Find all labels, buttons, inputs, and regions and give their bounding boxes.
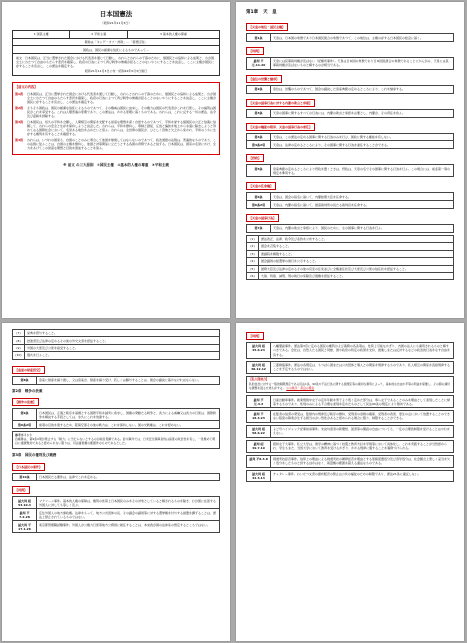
case-label: 最判 平8.3.8 [247, 455, 271, 467]
article-text: 天皇は、国会の指名に基いて、内閣総理大臣を任命する。 [271, 193, 454, 201]
act-num: (8) [13, 337, 25, 344]
case-text: 三菱樹脂事件。憲法の各規定は、もつぱら国または公共団体と個人との関係を規律するものであり、私人相互の関係を直接規律することを予定するものではない。 [271, 361, 454, 373]
section-header: 【天皇の国事行為に対する内閣の助言と承認】 [246, 99, 315, 107]
article-text: 皇室に財産を譲り渡し、又は皇室が、財産を譲り受け、若しくは賜与することは、国会の議決に基かなければならない。 [37, 376, 220, 384]
act-text: 国会を召集すること。 [259, 243, 454, 250]
act-num: (5) [247, 265, 259, 272]
section-block [246, 211, 454, 280]
case-text: 東京都管理職試験事件。外国人が公権力行使等地方公務員に就任することは、本来我が国の法体系の想定するところではない。 [37, 521, 220, 533]
note-label: 参考ポイント [15, 433, 33, 438]
section-block [246, 96, 454, 118]
case-text: よど号ハイジャック記事抹消事件。未決勾留者の新聞紙、図書等の閲読の自由についても、一定の合理的制限を受けることはやむをえない。 [271, 425, 454, 437]
principle-cell: 2 平和主義 [70, 30, 127, 38]
section-header: 【摂政】 [246, 154, 264, 162]
principle-note: 敬称は「キング・オブ・詐欺」…「善悪区別」 [13, 38, 220, 46]
section-header: 【判例】 [12, 486, 30, 494]
article-label: 第6条2項 [247, 201, 271, 209]
document-title: 日本国憲法 [99, 10, 133, 18]
principles-table [12, 30, 220, 54]
case-text: チャタレー事件。わいせつ文書の頒布販売の禁止は公共の福祉のための制限であり、憲法21条に違反しない。 [271, 470, 454, 482]
chapter-title: 天 皇 [263, 10, 277, 15]
chapter-heading [246, 10, 454, 16]
principle-cell: 3 基本的人権の尊重 [127, 30, 219, 38]
case-label: 最大判 昭45.6.24 [247, 343, 271, 359]
chapter-heading: 第2章 戦争の放棄 [12, 388, 43, 393]
para-num: 第3段 [15, 120, 24, 125]
para-text: 日本国民は、正当に選挙された国会における代表者を通じて行動し、われらとわれらの子孫のために、諸国民との協和による成果と、わが国全土にわたつて自由のもたらす恵沢を確保し、政府の行為によつて再び戦争の惨禍が起ることのないやうにすることを決意し、ここに主権が国民に存することを宣言し、この憲法を確定する。 [27, 91, 217, 104]
intro-date: 昭和21年11月3日公布・昭和22年5月3日施行 [84, 69, 148, 74]
article-text: 天皇は、日本国の象徴であり日本国民統合の象徴であつて、この地位は、主権の存する日本国民の総意に基く。 [271, 34, 454, 42]
article-text: 天皇の国事に関するすべての行為には、内閣の助言と承認を必要とし、内閣が、その責任を負ふ。 [271, 109, 454, 117]
case-text: 八幡製鉄事件。憲法第3章に定める国民の権利および義務の各条項は、性質上可能なかぎり、内国の法人にも適用されるものと解すべきである。会社は、自然人たる国民と同様、国や政党の特定の政策を支持、推進しまたは反対するなどの政治的行為をなす自由を有する。 [271, 343, 454, 359]
article-text: 天皇は、この憲法の定める国事に関する行為のみを行ひ、国政に関する権能を有しない。 [271, 133, 454, 141]
case-text: 日産自動車事件。就業規則中女子の定年年齢を男子より低く定めた部分は、専ら女子であることのみを理由として差別したことに帰着するものであり、性別のみによる不合理な差別を定めたものとして民法90条の規定により無効である。 [271, 396, 454, 408]
section-block [246, 179, 454, 209]
section-header: 【天皇の地位・国民主権】 [246, 23, 288, 31]
document-page-3 [2, 323, 230, 641]
chapter-number: 第1章 [246, 10, 259, 15]
preamble-para [15, 92, 217, 104]
article-label: 第2条 [247, 85, 271, 93]
para-num: 第4段 [15, 138, 24, 143]
act-text: 衆議院を解散すること。 [259, 250, 454, 257]
section-header: 【天皇の権能の限界、天皇の国事行為の委任】 [246, 123, 315, 131]
case-label: 最判 平7.2.28 [13, 509, 37, 521]
article-label: 第5条 [247, 165, 271, 177]
article-label: 第9条2項 [13, 421, 37, 429]
principle-cell: 1 国民主権 [13, 30, 70, 38]
preamble-para [15, 120, 217, 136]
case-label: 最大判 昭48.12.12 [247, 361, 271, 373]
article-label: 第4条2項 [247, 141, 271, 149]
article-text: 皇位は、世襲のものであつて、国会の議決した皇室典範の定めるところにより、これを継承する。 [271, 85, 454, 93]
case-text: 在監者の信書の発受は、監獄内の規律及び秩序の維持、受刑者の身柄の確保、受刑者の改善、更生の点において放置することのできない程度の障害が生ずる相当のがい然性があると認められる場合に限り、制限することができる。 [271, 411, 454, 423]
principle-note: 国政は、国民の厳粛な信託によるものであって… [13, 46, 220, 54]
sub-note-highlight: 公の秩序・善良の風俗 [286, 385, 315, 390]
article-text: 皇室典範の定めるところにより摂政を置くときは、摂政は、天皇の名でその国事に関する行為を行ふ。この場合には、前条第一項の規定を準用する。 [271, 165, 454, 177]
chapter-heading: 第3章 国民の権利及び義務 [12, 452, 57, 457]
case-text: 昭和女子大事件。私立大学は、建学の精神に基づく校風と教育方針を学則等において具体化し、これを実践することが当然認められ、学生もまた、当該大学において教育を受けるかぎり、かかる規律に服することを義務づけられる。 [271, 440, 454, 452]
section-block [246, 120, 454, 150]
preamble-box [12, 82, 220, 155]
article-text: 日本国民は、正義と秩序を基調とする国際平和を誠実に希求し、国権の発動たる戦争と、武力による威嚇又は武力の行使は、国際紛争を解決する手段としては、永久にこれを放棄する。 [37, 409, 220, 421]
para-text: 日本国民は、恒久の平和を念願し、人間相互の関係を支配する崇高な理想を深く自覚するのであつて、平和を愛する諸国民の公正と信義に信頼して、われらの安全と生存を保持しようと決意した。われらは、平和を維持し、専制と隷従、圧迫と偏狭を地上から永遠に除去しようと努めてゐる国際社会において、名誉ある地位を占めたいと思ふ。われらは、全世界の国民が、ひとしく恐怖と欠乏から免かれ、平和のうちに生存する権利を有することを確認する。 [27, 120, 217, 137]
sub-note-label: 【私人間効力】 [249, 377, 269, 382]
sub-note-text: 私的自治に対する一般的制限規定である民法1条、90条や不法行為に関する諸規定等の適切な運用によって、基本的な自由や平等の利益を保護し、その間の適切な調整を図る方途も存する。 [249, 382, 451, 390]
intro-text: 前文 日本国民は、正当に選挙された国会における代表者を通じて行動し、われらとわれらの子孫のために、諸国民との協和による成果と、わが国全土にわたつて自由のもたらす恵沢を確保し、政府の行為によつて再び戦争の惨禍が起ることのないやうにすることを決意し、ここに主権が国民に存することを宣言し、この憲法を確定する。 [16, 56, 215, 69]
act-num: (4) [247, 258, 259, 265]
sub-note [246, 376, 454, 393]
preamble-para [15, 138, 217, 150]
case-text: 天皇には民事裁判権が及ばない（記帳所事件）。天皇は日本国の象徴であり日本国民統合の象徴であることにかんがみ、天皇には民事裁判権が及ばないものと解するのが相当である。 [271, 57, 454, 69]
act-num: (3) [247, 250, 259, 257]
section-block [246, 151, 454, 177]
case-text: マクリーン事件。基本的人権の保障は、権利の性質上日本国民のみをその対象としていると解されるものを除き、わが国に在留する外国人に対しても等しく及ぶ。 [37, 497, 220, 509]
reference-note [12, 431, 220, 449]
note-text: 自衛隊は、第9条2項が禁止する「戦力」に当たらないとするのが政府見解である。砂川事件では、日米安全保障条約は高度の政治性を有し、一見極めて明白に違憲無効であると認められない限りは、司法審査権の範囲外のものであるとした。 [15, 436, 216, 445]
article-label: 第7条 [247, 224, 271, 232]
article-label: 第4条 [247, 133, 271, 141]
article-label: 第8条 [13, 376, 37, 384]
para-text: われらは、いづれの国家も、自国のことのみに専念して他国を無視してはならないのであつて、政治道徳の法則は、普遍的なものであり、この法則に従ふことは、自国の主権を維持し、他国と対等関係に立たうとする各国の責務であると信ずる。日本国民は、国家の名誉にかけ、全力をあげてこの崇高な理想と目的を達成することを誓ふ。 [27, 138, 216, 151]
act-text: 国務大臣及び法律の定めるその他の官吏の任免並びに全権委任状及び大使及び公使の信任状を認証すること。 [259, 265, 454, 272]
document-page-2 [236, 2, 464, 318]
case-label: 最判 平18.3.23 [247, 411, 271, 423]
section-header: 【日本国民の要件】 [12, 463, 45, 471]
act-num: (2) [247, 243, 259, 250]
article-text: 前項の目的を達するため、陸海空軍その他の戦力は、これを保持しない。国の交戦権は、これを認めない。 [37, 421, 220, 429]
state-acts-list [246, 235, 454, 281]
act-num: (9) [13, 344, 25, 351]
act-text: 栄典を授与すること。 [25, 330, 220, 337]
case-label: 最大判 昭58.6.22 [247, 425, 271, 437]
intro-box [12, 54, 220, 76]
para-text: そもそも国政は、国民の厳粛な信託によるものであつて、その権威は国民に由来し、その権力は国民の代表者がこれを行使し、その福利は国民がこれを享受する。これは人類普遍の原理であり、この憲法は、かかる原理に基くものである。われらは、これに反する一切の憲法、法令及び詔勅を排除する。 [27, 105, 217, 119]
case-label: 最判 平元.11.20 [247, 57, 271, 69]
article-text: 天皇は、内閣の助言と承認により、国民のために、左の国事に関する行為を行ふ。 [271, 224, 454, 232]
case-label: 最大判 昭32.3.13 [247, 470, 271, 482]
article-label: 第3条 [247, 109, 271, 117]
section-header: 【皇位の世襲と継承】 [246, 75, 282, 83]
state-acts-list-cont [12, 329, 220, 360]
act-num: (1) [247, 235, 259, 242]
document-page-4 [236, 323, 464, 641]
act-text: 批准書及び法律の定めるその他の外交文書を認証すること。 [25, 337, 220, 344]
section-block [246, 72, 454, 94]
act-text: 外国の大使及び公使を接受すること。 [25, 344, 220, 351]
section-header: 【天皇の国事行為】 [246, 214, 279, 222]
para-num: 第1段 [15, 91, 24, 96]
case-label: 最大判 昭53.10.4 [13, 497, 37, 509]
article-text: 天皇は、内閣の指名に基いて、最高裁判所の長たる裁判官を任命する。 [271, 201, 454, 209]
article-text: 日本国民たる要件は、法律でこれを定める。 [37, 473, 220, 481]
case-label: 最判 平元.3.2 [247, 396, 271, 408]
case-text: 剣道実技拒否事件。信仰上の理由による剣道実技の履修拒否を理由とする原級留置処分及び退学処分は、社会観念上著しく妥当を欠く処分をしたものと評するほかはなく、裁量権の範囲を超える違法なものである。 [271, 455, 454, 467]
para-num: 第2段 [15, 105, 24, 110]
article-label: 第6条 [247, 193, 271, 201]
case-text: 定住外国人の地方参政権。法律をもって、地方公共団体の長、その議会の議員等に対する選挙権を付与する措置を講ずることは、憲法上禁止されているものではない。 [37, 509, 220, 521]
section-block [246, 20, 454, 42]
case-label: 最大判 平17.1.26 [13, 521, 37, 533]
section-header: 【判例】 [246, 332, 264, 340]
article-text: 天皇は、法律の定めるところにより、その国事に関する行為を委任することができる。 [271, 141, 454, 149]
section-header: 【判例】 [246, 47, 264, 55]
document-subtitle: （昭和21年11月3日） [100, 20, 132, 25]
article-label: 第9条 [13, 409, 37, 421]
act-text: 憲法改正、法律、政令及び条約を公布すること。 [259, 235, 454, 242]
act-text: 国会議員の総選挙の施行を公示すること。 [259, 258, 454, 265]
case-label: 最判 昭49.7.19 [247, 440, 271, 452]
act-num: (10) [13, 352, 25, 359]
act-text: 儀式を行ふこと。 [25, 352, 220, 359]
section-header: 【皇室の財産授受】 [12, 366, 45, 374]
section-header: 【戦争の放棄】 [12, 398, 39, 406]
act-num: (7) [13, 330, 25, 337]
act-num: (6) [247, 272, 259, 279]
principles-summary: ※ 前文 の三大原則 ①国民主権 ②基本的人権の尊重 ③平和主義 [63, 163, 169, 168]
section-header: 【天皇の任命権】 [246, 182, 276, 190]
document-page-1 [2, 2, 230, 318]
act-text: 大赦、特赦、減刑、刑の執行の免除及び復権を認証すること。 [259, 272, 454, 279]
preamble-para [15, 106, 217, 118]
article-label: 第1条 [247, 34, 271, 42]
preamble-title: 【前文の内容】 [15, 85, 38, 90]
section-block [246, 44, 454, 70]
article-label: 第10条 [13, 473, 37, 481]
